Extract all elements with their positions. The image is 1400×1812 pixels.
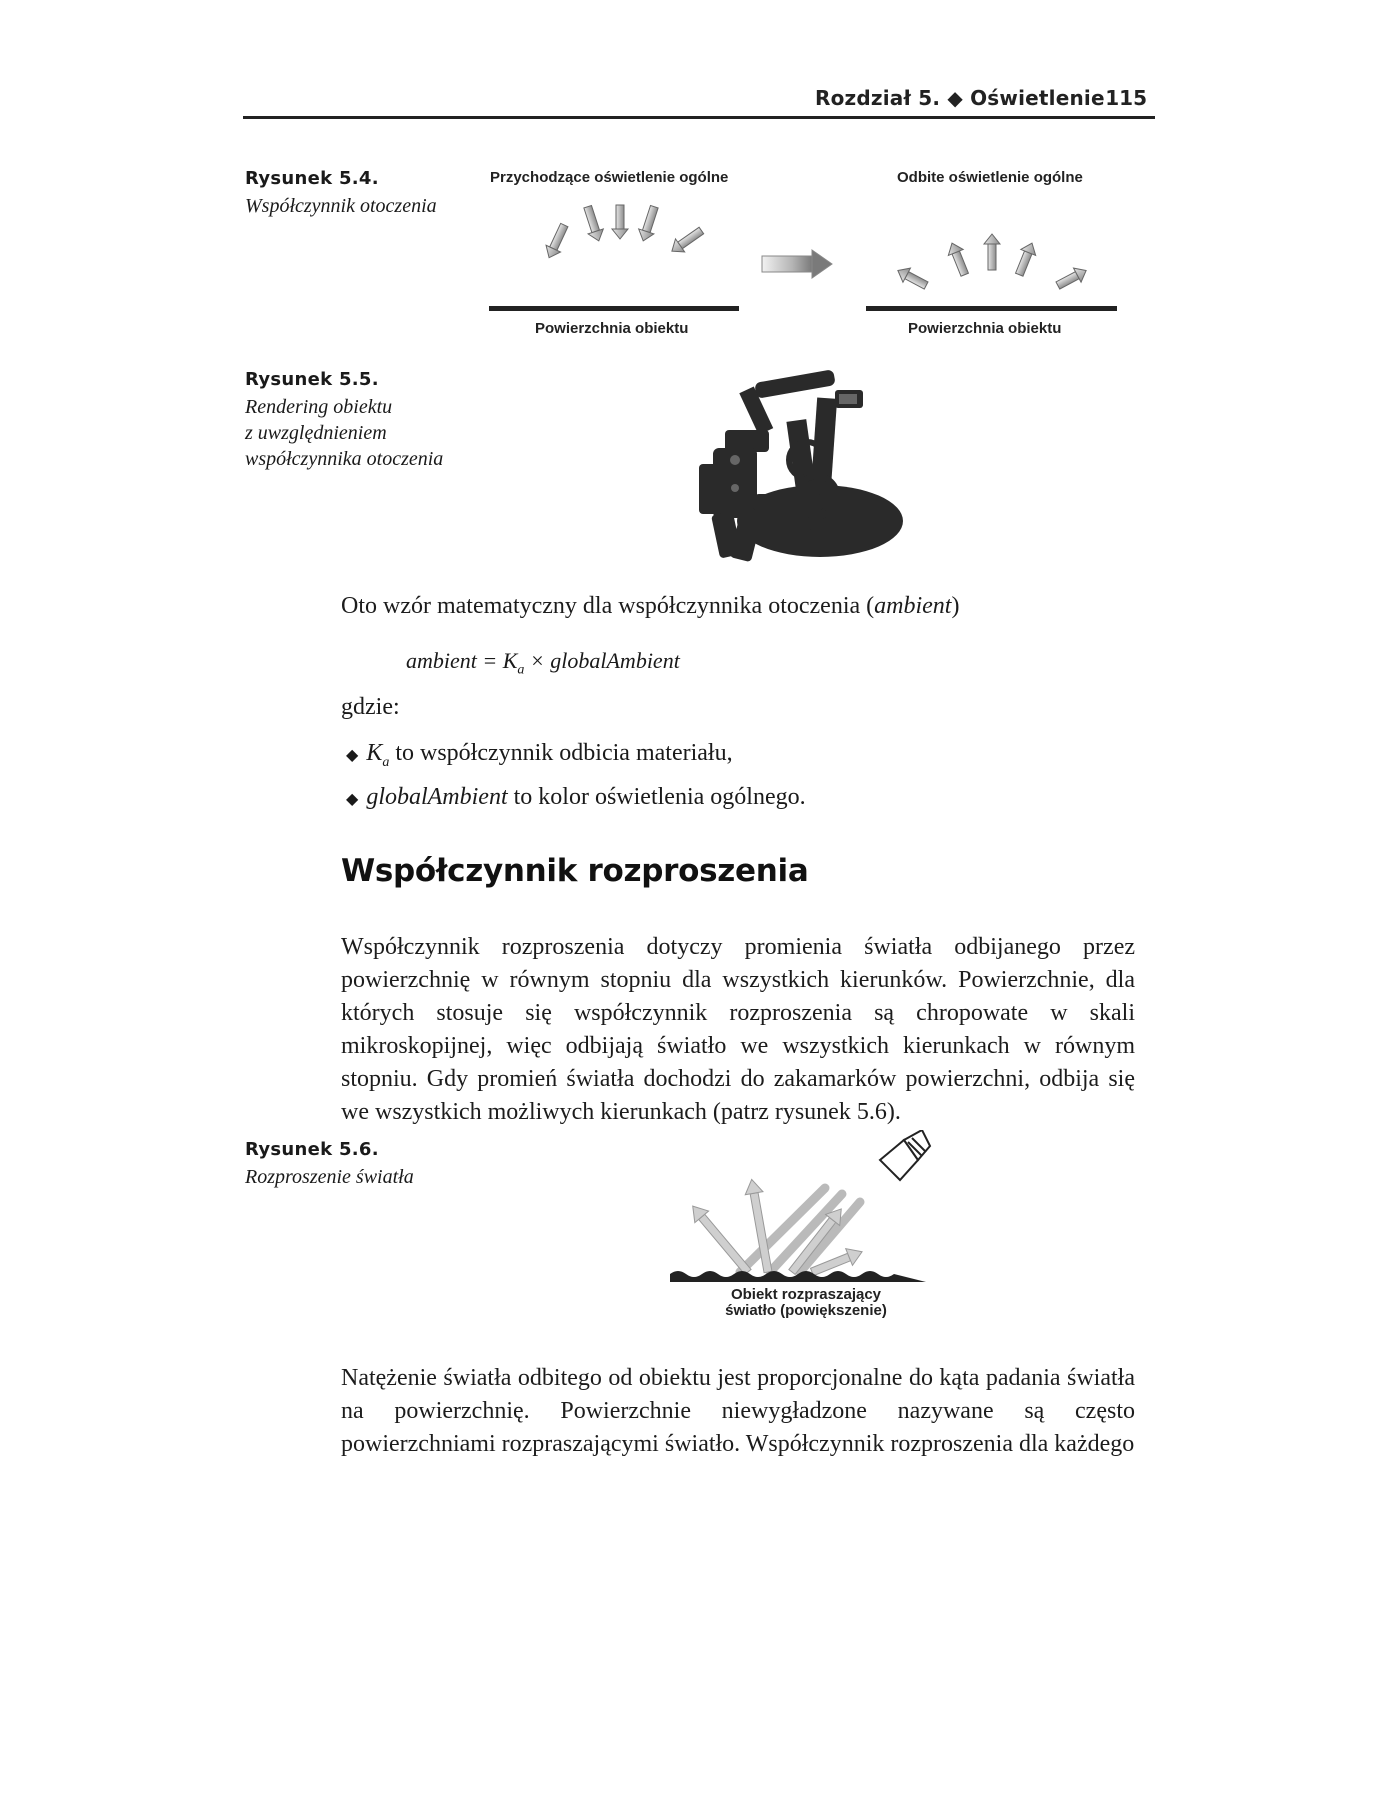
robot-arm-rendering [695, 368, 905, 568]
formula-eq: = K [476, 648, 518, 673]
chapter-title: Rozdział 5. ◆ Oświetlenie [815, 86, 1105, 110]
diamond-bullet-icon: ◆ [346, 747, 359, 764]
figure-5-4-caption: Współczynnik otoczenia [245, 195, 437, 217]
formula-intro [341, 590, 1161, 623]
paragraph-diffuse-intro: Współczynnik rozproszenia dotyczy promienia światła odbijanego przez powierzchnię w równym stopniu dla wszystkich kierunków. Powierzchnie, dla których stosuje się współczynnik rozproszenia są chropowate w skali mikroskopijnej, więc odbijają światło we wszystkich kierunkach w równym stopniu. Gdy promień światła dochodzi do zakamarków powierzchni, odbija się we wszystkich możliwych kierunkach (patrz rysunek 5.6). [341, 934, 1135, 1125]
where-label: gdzie: [341, 694, 400, 720]
figure-5-6-caption: Rozproszenie światła [245, 1166, 414, 1188]
figure-5-5-caption-line-2: z uwzględnieniem [245, 422, 387, 444]
formula-intro-text: Oto wzór matematyczny dla współczynnika otoczenia ( [341, 593, 875, 619]
paragraph-diffuse-intensity: Natężenie światła odbitego od obiektu jest proporcjonalne do kąta padania światła na powierzchnię. Powierzchnie niewygładzone nazywane są często powierzchniami rozpraszającymi światło. Współczynnik rozproszenia dla każdego [341, 1365, 1135, 1457]
section-heading: Współczynnik rozproszenia [341, 853, 809, 889]
reflected-light-title: Odbite oświetlenie ogólne [897, 169, 1083, 186]
figure-5-5-caption-line-3: współczynnika otoczenia [245, 448, 444, 470]
figure-5-6-label: Rysunek 5.6. [245, 1139, 379, 1160]
scatter-object-label-line-2: światło (powiększenie) [725, 1302, 887, 1319]
page-number: 115 [1105, 86, 1147, 110]
diffuse-scatter-diagram [660, 1130, 940, 1300]
bullet-item-2 [346, 781, 806, 816]
scatter-object-label-line-1: Obiekt rozpraszający [730, 1286, 882, 1303]
left-surface-label: Powierzchnia obiektu [535, 320, 689, 337]
header-rule [243, 116, 1155, 119]
bullet-2-text: to kolor oświetlenia ogólnego. [507, 784, 806, 810]
diamond-bullet-icon: ◆ [346, 791, 359, 808]
bullet-item-1 [346, 737, 733, 779]
figure-5-5-label: Rysunek 5.5. [245, 369, 379, 390]
formula-intro-close: ) [951, 593, 960, 619]
bullet-1-term: K [366, 740, 383, 766]
bullet-1-sub: a [382, 754, 390, 770]
reflected-arrows [894, 234, 1090, 293]
incoming-light-title: Przychodzące oświetlenie ogólne [490, 169, 729, 186]
transition-arrow [762, 250, 832, 278]
formula-lhs: ambient [406, 648, 477, 673]
lamp-icon [880, 1130, 930, 1180]
ambient-formula [406, 648, 680, 678]
formula-sub: a [517, 662, 525, 678]
right-surface-label: Powierzchnia obiektu [908, 320, 1062, 337]
figure-5-5-caption-line-1: Rendering obiektu [245, 396, 393, 418]
figure-5-4-label: Rysunek 5.4. [245, 168, 379, 189]
bullet-2-term: globalAmbient [366, 784, 508, 810]
ambient-diagram [480, 190, 1140, 310]
scatter-object-label [700, 1287, 912, 1319]
formula-rest: × globalAmbient [524, 648, 680, 673]
right-surface-line [866, 306, 1117, 311]
bullet-1-text: to współczynnik odbicia materiału, [389, 740, 733, 766]
left-surface-line [489, 306, 739, 311]
formula-intro-term: ambient [874, 593, 952, 619]
incoming-arrows [542, 204, 706, 261]
running-header [815, 86, 1155, 116]
